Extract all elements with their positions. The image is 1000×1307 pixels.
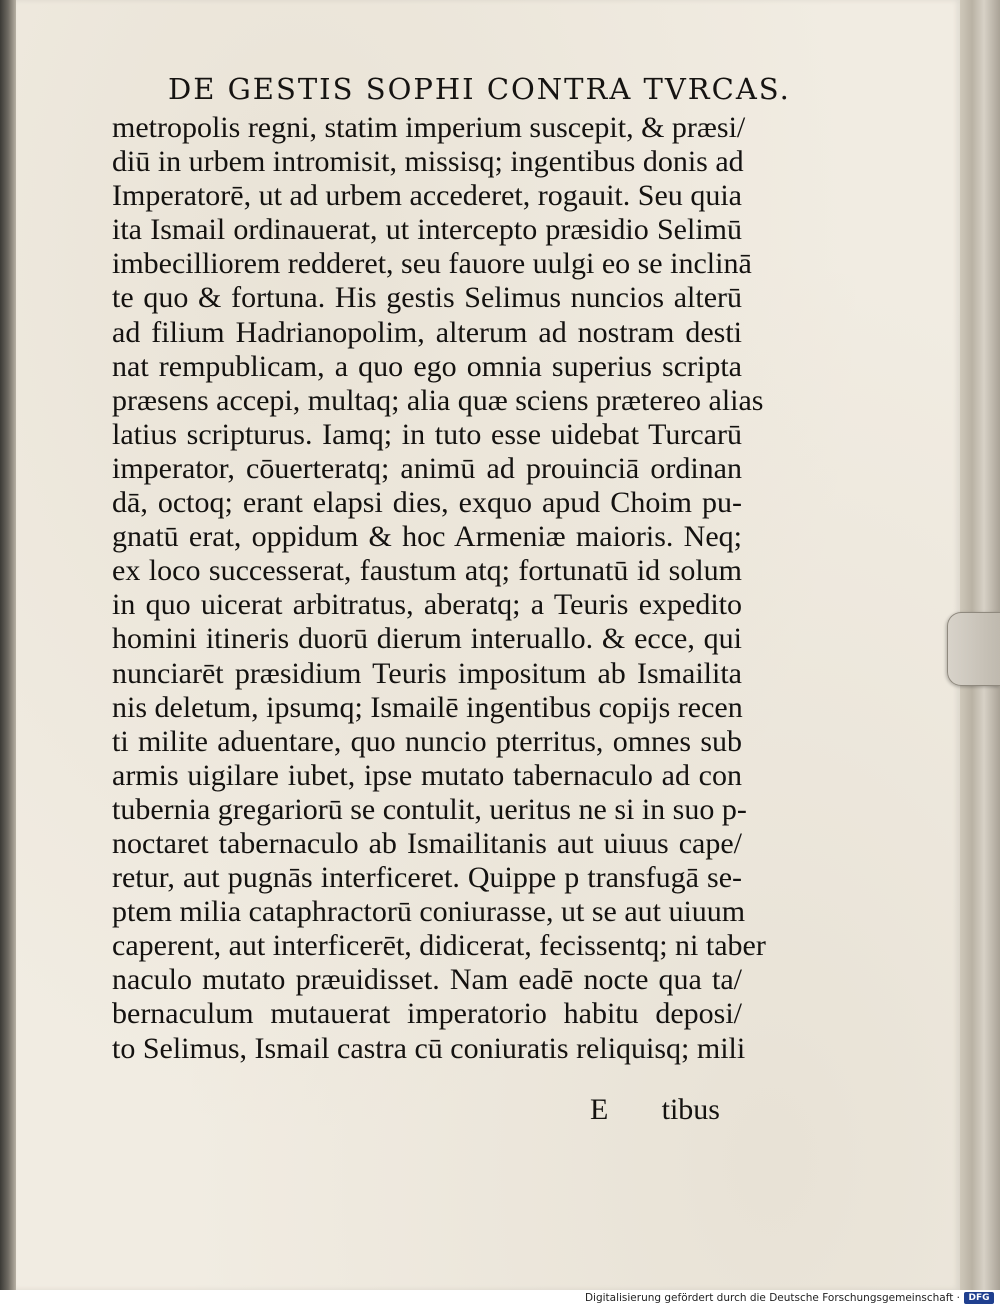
page-tab — [947, 612, 1000, 686]
text-line: retur, aut pugnās interficeret. Quippe p transfugā se- — [112, 861, 742, 895]
text-line: imperator, cōuerteratq; animū ad prouinciā ordinan — [112, 451, 742, 485]
text-line: præsens accepi, multaq; alia quæ sciens prætereo alias — [112, 383, 764, 417]
text-line: nis deletum, ipsumq; Ismailē ingentibus copijs recen — [112, 690, 743, 724]
text-line: metropolis regni, statim imperium suscepit, & præsi/ — [112, 111, 746, 144]
text-line: to Selimus, Ismail castra cū coniuratis reliquisq; mili — [112, 1031, 746, 1065]
text-line: ti milite aduentare, quo nuncio pterritus, omnes sub — [112, 724, 742, 758]
text-line: dā, octoq; erant elapsi dies, exquo apud Choim pu- — [112, 486, 742, 520]
text-line: nat rempublicam, a quo ego omnia superius scripta — [112, 349, 742, 383]
text-line: latius scripturus. Iamq; in tuto esse uidebat Turcarū — [112, 417, 742, 451]
text-line: ad filium Hadrianopolim, alterum ad nostram desti — [112, 315, 742, 349]
text-line: gnatū erat, oppidum & hoc Armeniæ maioris. Neq; — [112, 520, 742, 554]
dfg-logo: DFG — [964, 1292, 994, 1304]
text-line: ptem milia cataphractorū coniurasse, ut se aut uiuum — [112, 895, 746, 929]
text-line: caperent, aut interficerēt, didicerat, fecissentq; ni taber — [112, 929, 766, 963]
text-line: nunciarēt præsidium Teuris impositum ab Ismailita — [112, 656, 742, 690]
signature-mark: E — [590, 1093, 609, 1126]
text-line: Imperatorē, ut ad urbem accederet, rogauit. Seu quia — [112, 179, 742, 213]
running-head: DE GESTIS SOPHI CONTRA TVRCAS. — [168, 72, 791, 106]
page-footer-marks — [590, 1093, 720, 1129]
binding-gutter — [0, 0, 16, 1307]
text-line: ex loco successerat, faustum atq; fortunatū id solum — [112, 554, 742, 588]
funding-credit: Digitalisierung gefördert durch die Deutsche Forschungsgemeinschaft · — [584, 1292, 960, 1304]
body-text — [112, 111, 766, 1066]
text-line: homini itineris duorū dierum interuallo. & ecce, qui — [112, 622, 742, 656]
text-line: te quo & fortuna. His gestis Selimus nuncios alterū — [112, 281, 742, 315]
text-line: imbecilliorem redderet, seu fauore uulgi eo se inclinā — [112, 247, 752, 281]
text-line: tubernia gregariorū se contulit, ueritus ne si in suo p- — [112, 792, 747, 826]
text-line: noctaret tabernaculo ab Ismailitanis aut uiuus cape/ — [112, 826, 742, 860]
catchword: tibus — [661, 1093, 720, 1126]
text-line: naculo mutato præuidisset. Nam eadē nocte qua ta/ — [112, 963, 742, 997]
text-line: diū in urbem intromisit, missisq; ingentibus donis ad — [112, 145, 744, 179]
text-line: bernaculum mutauerat imperatorio habitu deposi/ — [112, 997, 742, 1031]
text-line: armis uigilare iubet, ipse mutato tabernaculo ad con — [112, 758, 742, 792]
text-line: ita Ismail ordinauerat, ut intercepto præsidio Selimū — [112, 213, 742, 247]
text-line: in quo uicerat arbitratus, aberatq; a Teuris expedito — [112, 588, 742, 622]
